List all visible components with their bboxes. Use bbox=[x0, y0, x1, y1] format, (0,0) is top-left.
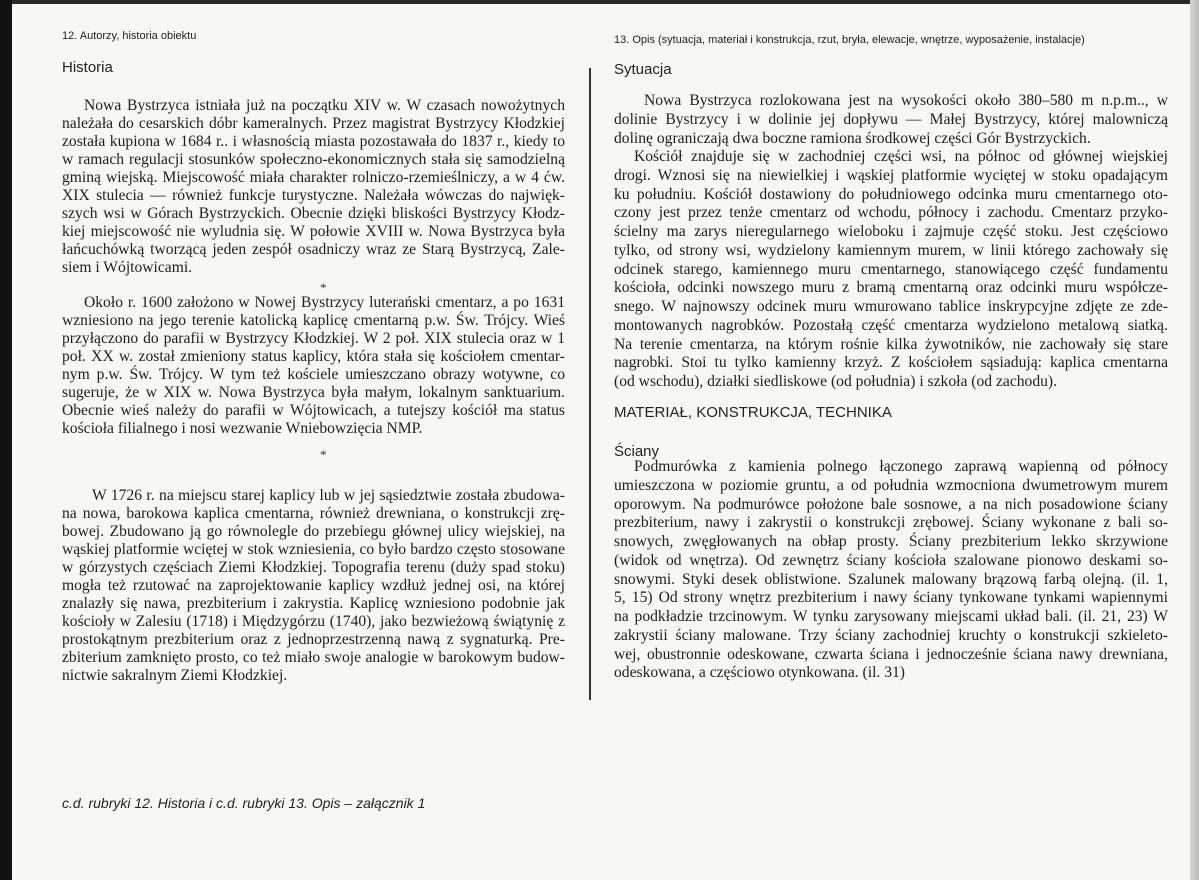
text-line: tylko, od strony wsi, wydzielony kamiennym murem, w linii którego zachowały się bbox=[614, 241, 1168, 259]
text-line: dolinie Bystrzycy i w dolinie jej dopływu — Małej Bystrzycy, której malowniczą bbox=[614, 110, 1168, 128]
text-line: w górzystych częściach Ziemi Kłodzkiej. Topografia terenu (duży spad stoku) bbox=[62, 559, 565, 576]
text-line: prezbiterium, nawy i zakrystii o konstrukcji zrębowej. Ściany wykonane z bali so- bbox=[614, 514, 1168, 532]
text-line: w ramach regulacji stosunków społeczno-ekonomicznych stała się samodzielną bbox=[62, 151, 565, 168]
text-line: dolinę ograniczają dwa boczne ramiona środkowej części Gór Bystrzyckich. bbox=[614, 129, 1091, 147]
section-title-sytuacja: Sytuacja bbox=[614, 61, 672, 78]
text-line: na podkładzie trzcinowym. W tynku zarysowany miejscami układ bali. (il. 21, 23) W bbox=[614, 608, 1168, 625]
text-line: znalazły się nawa, prezbiterium i zakrystia. Kaplicę wzniesiono podobnie jak bbox=[62, 595, 565, 612]
scan-edge-right bbox=[1190, 0, 1199, 880]
text-line: Około r. 1600 założono w Nowej Bystrzycy luterański cmentarz, a po 1631 bbox=[84, 294, 565, 311]
text-line: Na terenie cmentarza, na którym rośnie kilka żywotników, nie zachowały się stare bbox=[614, 335, 1168, 353]
page-footer: c.d. rubryki 12. Historia i c.d. rubryki 13. Opis – załącznik 1 bbox=[62, 795, 426, 811]
text-line: sugeruje, że w XIX w. Nowa Bystrzyca była małym, lokalnym sanktuarium. bbox=[62, 384, 565, 401]
text-line: zakrystii ściany malowane. Trzy ściany zachodniej kruchty o konstrukcji szkieleto- bbox=[614, 626, 1168, 644]
history-paragraph-3 bbox=[62, 487, 565, 685]
text-line: Nowa Bystrzyca istniała już na początku XIV w. W czasach nowożytnych bbox=[84, 97, 565, 114]
separator-asterisk-2: * bbox=[320, 447, 327, 462]
text-line: czony jest przez tenże cmentarz od wchodu, północy i zachodu. Cmentarz przyko- bbox=[614, 204, 1168, 222]
walls-paragraph bbox=[614, 458, 1168, 683]
text-line: na nowa, barokowa kaplica cmentarna, również drewniana, o konstrukcji zrę- bbox=[62, 505, 565, 522]
left-page-header: 12. Autorzy, historia obiektu bbox=[62, 30, 197, 42]
text-line: została kupiona w 1684 r.. i własnością miasta pozostawała do 1837 r., kiedy to bbox=[62, 133, 565, 150]
text-line: wąskiej platformie wciętej w stok wzniesienia, co było bardzo często stosowane bbox=[62, 541, 565, 558]
scan-edge-left bbox=[0, 0, 12, 880]
text-line: oporowym. Na podmurówce położone bale sosnowe, a na nich posadowione ściany bbox=[614, 495, 1168, 513]
situation-paragraph-2 bbox=[614, 148, 1168, 392]
right-page-header: 13. Opis (sytuacja, materiał i konstrukcja, rzut, bryła, elewacje, wnętrze, wyposażenie, instalacje) bbox=[614, 34, 1085, 46]
text-line: Obecnie wieś należy do parafii w Wójtowicach, a tutejszy kościół ma status bbox=[62, 402, 565, 419]
text-line: snowymi. Styki desek oblistwione. Szalunek malowany brązową farbą olejną. (il. 1, bbox=[614, 570, 1168, 588]
text-line: Podmurówka z kamienia polnego łączonego zaprawą wapienną od północy bbox=[634, 458, 1168, 475]
text-line: gminą wiejską. Miejscowość miała charakter rolniczo-rzemieślniczy, a w 4 ćw. bbox=[62, 169, 565, 186]
text-line: snego. W najnowszy odcinek muru wmurowano tablice inskrypcyjne zdjęte ze zde- bbox=[614, 298, 1168, 315]
text-line: wzniesiono na jego terenie katolicką kaplicę cmentarną p.w. Św. Trójcy. Wieś bbox=[62, 312, 565, 329]
text-line: zbiterium zamknięto prosto, co też miało swoje analogie w barokowym budow- bbox=[62, 649, 565, 666]
text-line: szych wsi w Górach Bystrzyckich. Obecnie dzięki bliskości Bystrzycy Kłodz- bbox=[62, 205, 565, 222]
text-line: W 1726 r. na miejscu starej kaplicy lub w jej sąsiedztwie została zbudowa- bbox=[92, 487, 565, 504]
text-line: mogła też rzutować na zaprojektowanie kaplicy wzdłuż jednej osi, na której bbox=[62, 577, 565, 594]
text-line: umieszczona w poziomie gruntu, a od południa wzmocniona dwumetrowym murem bbox=[614, 476, 1168, 494]
text-line: prostokątnym prezbiterium oraz z jednoprzestrzenną nawą z sygnaturką. Pre- bbox=[62, 631, 565, 648]
text-line: kościoła, odcinki nowszego muru z bramą cmentarną oraz odcinki muru współcze- bbox=[614, 279, 1168, 297]
text-line: nym p.w. Św. Trójcy. W tym też kościele umieszczano obrazy wotywne, co bbox=[62, 366, 565, 383]
text-line: kościoła filialnego i nosi wezwanie Wniebowzięcia NMP. bbox=[62, 420, 423, 437]
text-line: XIX stulecia — również funkcje turystyczne. Należała wówczas do najwięk- bbox=[62, 187, 565, 204]
text-line: montowanych nagrobków. Pozostałą część cmentarza wydzielono metalową siatką. bbox=[614, 316, 1168, 334]
text-line: kiej miejscowość nie wyludnia się. W połowie XVIII w. Nowa Bystrzyca była bbox=[62, 223, 565, 240]
text-line: drogi. Wznosi się na niewielkiej i wąskiej platformie wyciętej w stoku opadającym bbox=[614, 166, 1168, 184]
text-line: (widok od wnętrza). Od zewnętrz ściany kościoła szalowane pionowo deskami so- bbox=[614, 551, 1168, 569]
text-line: odcinek starego, kamiennego muru cmentarnego, stanowiącego część fundamentu bbox=[614, 260, 1168, 278]
situation-paragraph-1 bbox=[614, 92, 1168, 148]
text-line: 5, 15) Od strony wnętrz prezbiterium i nawy ściany tynkowane tynkami wapiennymi bbox=[614, 589, 1168, 607]
section-title-sciany: Ściany bbox=[614, 443, 660, 460]
text-line: bowej. Zbudowano ją go równolegle do przebiegu głównej ulicy wiejskiej, na bbox=[62, 523, 565, 540]
history-paragraph-1 bbox=[62, 97, 565, 277]
text-line: Kościół znajduje się w zachodniej części wsi, na północ od głównej wiejskiej bbox=[634, 148, 1168, 165]
column-divider bbox=[589, 68, 591, 700]
scan-edge-top bbox=[12, 0, 1199, 4]
section-title-historia: Historia bbox=[62, 59, 113, 76]
text-line: łańcuchówką tworzącą jeden zespół osadniczy wraz ze Starą Bystrzycą, Zale- bbox=[62, 241, 565, 258]
text-line: nagrobki. Stoi tu tylko kamienny krzyż. Z kościołem sąsiadują: kaplica cmentarna bbox=[614, 354, 1168, 372]
text-line: wej, obustronnie odeskowane, czwarta ściana i jednocześnie ściana nawy drewniana, bbox=[614, 645, 1168, 663]
text-line: nictwie sakralnym Ziemi Kłodzkiej. bbox=[62, 667, 288, 684]
text-line: ścielny ma zarys nieregularnego wieloboku i zajmuje część stoku. Jest częściowo bbox=[614, 223, 1168, 240]
text-line: należała do cesarskich dóbr kameralnych. Przez magistrat Bystrzycy Kłodzkiej bbox=[62, 115, 565, 132]
text-line: odeskowana, a częściowo otynkowana. (il. 31) bbox=[614, 664, 905, 682]
text-line: snowych, zwęgłowanych na obłap prosty. Ściany prezbiterium lekko skrzywione bbox=[614, 533, 1168, 550]
text-line: poł. XX w. został zmieniony status kaplicy, która stała się kościołem cmentar- bbox=[62, 348, 565, 365]
text-line: (od wschodu), działki siedliskowe (od południa) i szkoła (od zachodu). bbox=[614, 373, 1058, 390]
text-line: siem i Wójtowicami. bbox=[62, 259, 193, 276]
separator-asterisk-1: * bbox=[320, 280, 327, 295]
text-line: Nowa Bystrzyca rozlokowana jest na wysokości około 380–580 m n.p.m.., w bbox=[644, 92, 1168, 109]
text-line: przyłączono do parafii w Bystrzycy Kłodzkiej. W 2 poł. XIX stulecia oraz w 1 bbox=[62, 330, 565, 347]
text-line: kościoły w Zalesiu (1718) i Międzygórzu (1740), jako bezwieżową świątynię z bbox=[62, 613, 565, 630]
section-title-material: MATERIAŁ, KONSTRUKCJA, TECHNIKA bbox=[614, 404, 892, 421]
history-paragraph-2 bbox=[62, 294, 565, 438]
text-line: ku południu. Kościół dostawiony do południowego odcinka muru cmentarnego oto- bbox=[614, 185, 1168, 203]
